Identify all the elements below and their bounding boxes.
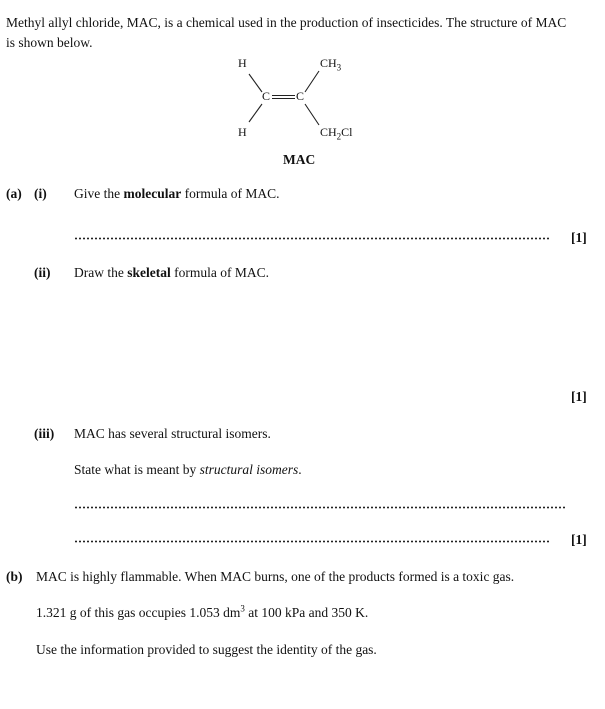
part-b-line-3: Use the information provided to suggest the identity of the gas.: [36, 642, 377, 657]
bond-h-top: [249, 74, 262, 92]
a-i-text-bold: molecular: [123, 186, 182, 201]
part-a-i-question: [74, 186, 279, 202]
part-a-i-label: (i): [34, 186, 47, 201]
mark-a-i: [1]: [571, 230, 587, 245]
part-b-line-1: MAC is highly flammable. When MAC burns, one of the products formed is a toxic gas.: [36, 569, 515, 584]
a-iii-prompt-before: State what is meant by: [74, 462, 200, 477]
bond-h-bottom: [249, 104, 262, 122]
a-i-text-after: formula of MAC.: [181, 186, 280, 201]
part-a-iii-label: (iii): [34, 426, 55, 441]
structure-caption: MAC: [283, 152, 316, 167]
drawing-area-a-ii[interactable]: [74, 290, 554, 390]
part-a-label: (a): [6, 186, 22, 201]
mark-a-iii: [1]: [571, 532, 587, 547]
group-ch3: [320, 56, 341, 71]
a-ii-text-after: formula of MAC.: [170, 265, 269, 280]
answer-line-a-iii-2[interactable]: [74, 540, 550, 543]
part-a-ii-question: [74, 265, 269, 281]
b-line2-sup: 3: [240, 603, 245, 614]
intro-line-2: is shown below.: [6, 35, 93, 50]
ch2cl-subscript: 2: [336, 131, 342, 142]
group-ch2cl: [320, 125, 353, 140]
a-iii-prompt-italic: structural isomers: [199, 462, 299, 477]
intro-line-1: Methyl allyl chloride, MAC, is a chemical used in the production of insecticides. The structure of MAC: [6, 15, 567, 30]
part-a-iii-prompt: [74, 462, 302, 478]
atom-c-left: C: [262, 89, 271, 103]
a-iii-prompt-after: .: [298, 462, 302, 477]
bond-ch3: [305, 71, 319, 92]
ch2cl-text-post: Cl: [341, 125, 353, 139]
part-b-line-2: [36, 605, 368, 621]
mark-a-ii: [1]: [571, 389, 587, 404]
b-line2-b: at 100 kPa and 350 K.: [244, 605, 369, 620]
atom-c-right: C: [296, 89, 305, 103]
a-ii-text-bold: skeletal: [127, 265, 171, 280]
part-a-ii-label: (ii): [34, 265, 51, 280]
part-b-label: (b): [6, 569, 23, 584]
ch2cl-text-pre: CH: [320, 125, 337, 139]
ch3-text: CH: [320, 56, 337, 70]
a-ii-text-before: Draw the: [74, 265, 128, 280]
a-i-text-before: Give the: [74, 186, 124, 201]
atom-h-top: H: [238, 56, 247, 70]
answer-line-a-iii-1[interactable]: [74, 506, 567, 509]
part-a-iii-text: MAC has several structural isomers.: [74, 426, 271, 441]
answer-line-a-i[interactable]: [74, 237, 550, 240]
bond-ch2cl: [305, 104, 319, 125]
ch3-subscript: 3: [336, 62, 342, 73]
atom-h-bottom: H: [238, 125, 247, 139]
b-line2-a: 1.321 g of this gas occupies 1.053 dm: [36, 605, 241, 620]
